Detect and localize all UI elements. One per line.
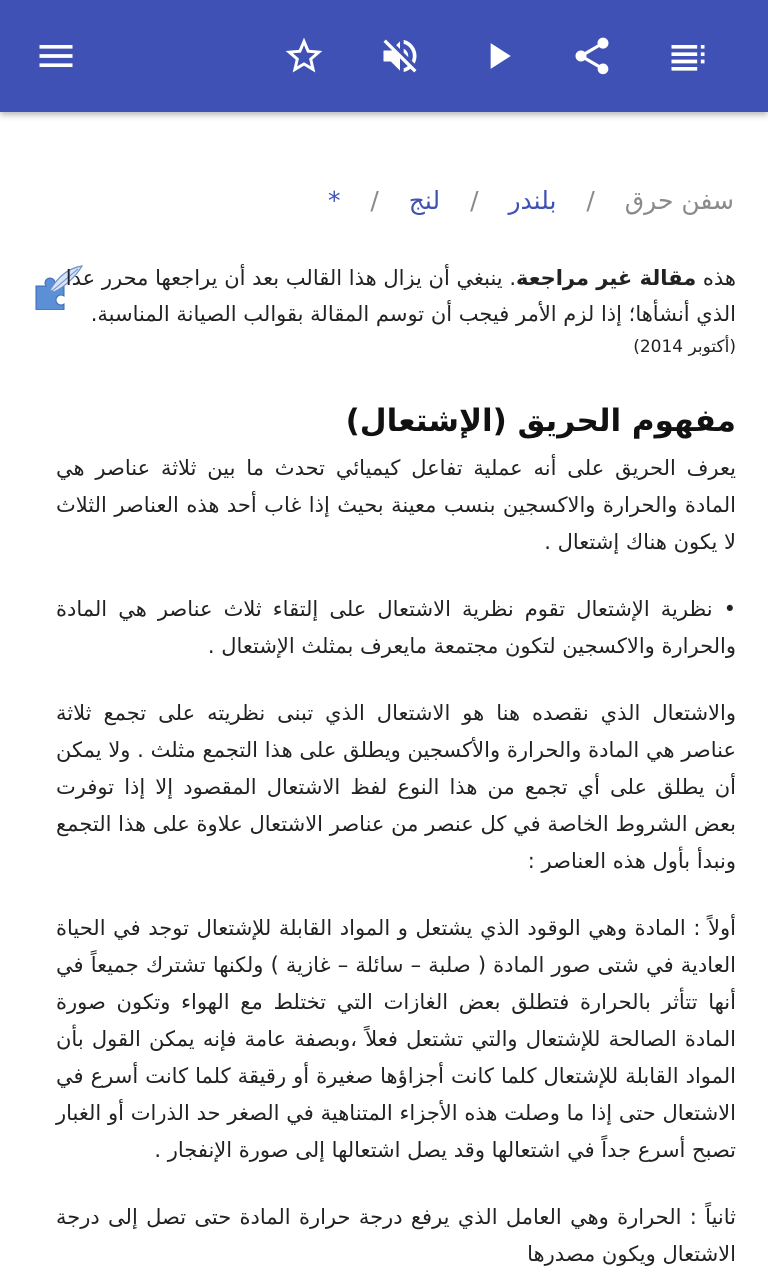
paragraph: • نظرية الإشتعال تقوم نظرية الاشتعال على إلتقاء ثلاث عناصر هي المادة والحرارة والاكسجين لتكون مجتمعة مايعرف بمثلث الإشتعال . — [56, 597, 736, 658]
section-heading: مفهوم الحريق (الإشتعال) — [345, 403, 736, 439]
favorite-button[interactable] — [276, 28, 332, 84]
article-content[interactable] — [0, 112, 768, 1280]
notice-date: (أكتوبر 2014) — [633, 337, 736, 357]
paragraph: ثانياً : الحرارة وهي العامل الذي يرفع درجة حرارة المادة حتى تصل إلى درجة الاشتعال ويكون مصدرها — [56, 1205, 736, 1266]
notice-bold: مقالة غير مراجعة — [516, 266, 697, 290]
paragraph: يعرف الحريق على أنه عملية تفاعل كيميائي تحدث ما بين ثلاثة عناصر هي المادة والحرارة والاكسجين بنسب معينة بحيث إذا غاب أحد هذه العناصر الثلاث لا يكون هناك إشتعال . — [56, 456, 736, 554]
breadcrumb-link-lanj[interactable]: لنج — [408, 186, 441, 215]
article-body — [56, 398, 736, 1280]
unreviewed-notice — [30, 260, 736, 362]
contents-button[interactable] — [660, 28, 716, 84]
breadcrumb-separator: / — [586, 186, 595, 215]
notice-prefix: هذه — [696, 266, 736, 290]
star-outline-icon — [282, 34, 326, 78]
table-of-contents-icon — [666, 34, 710, 78]
share-icon — [570, 34, 614, 78]
breadcrumb-link-star[interactable]: * — [327, 186, 341, 215]
play-button[interactable] — [470, 28, 526, 84]
mute-button[interactable] — [372, 28, 428, 84]
breadcrumb-separator: / — [470, 186, 479, 215]
volume-off-icon — [378, 34, 422, 78]
breadcrumb-separator: / — [370, 186, 379, 215]
hamburger-menu-icon — [34, 34, 78, 78]
notice-text: . ينبغي أن يزال هذا القالب بعد أن يراجعها محرر عدا الذي أنشأها؛ إذا لزم الأمر فيجب أن توسم المقالة بقوالب الصيانة المناسبة. — [65, 266, 736, 326]
menu-button[interactable] — [28, 28, 84, 84]
share-button[interactable] — [564, 28, 620, 84]
app-toolbar — [0, 0, 768, 112]
play-icon — [476, 34, 520, 78]
breadcrumb-current: سفن حرق — [624, 186, 734, 215]
breadcrumb-link-blender[interactable]: بلندر — [508, 186, 557, 215]
paragraph: والاشتعال الذي نقصده هنا هو الاشتعال الذي تبنى نظريته على تجمع ثلاثة عناصر هي المادة والحرارة والأكسجين ويطلق على هذا التجمع مثلث . ولا يمكن أن يطلق على أي تجمع من هذا النوع لفظ الاشتعال المقصود إلا إذا توفرت بعض الشروط الخاصة في كل عنصر من عناصر الاشتعال علاوة على هذا التجمع ونبدأ بأول هذه العناصر : — [56, 701, 736, 873]
paragraph: أولاً : المادة وهي الوقود الذي يشتعل و المواد القابلة للإشتعال توجد في الحياة العادية في شتى صور المادة ( صلبة – سائلة – غازية ) ولكنها تشترك جميعاً في أنها تتأثر بالحرارة فتطلق بعض الغازات التي تختلط مع الهواء وتكون صورة المادة الصالحة للإشتعال والتي تشتعل فعلاً ،وبصفة عامة فإنه يمكن القول بأن المواد القابلة للإشتعال كلما كانت أجزاؤها صغيرة أو رقيقة كلما كانت أسرع في الاشتعال حتى إذا ما وصلت هذه الأجزاء المتناهية في الصغر حد الذرات أو الغبار تصبح أسرع جداً في اشتعالها وقد يصل اشتعالها إلى صورة الإنفجار . — [56, 916, 736, 1162]
breadcrumb — [30, 186, 734, 215]
